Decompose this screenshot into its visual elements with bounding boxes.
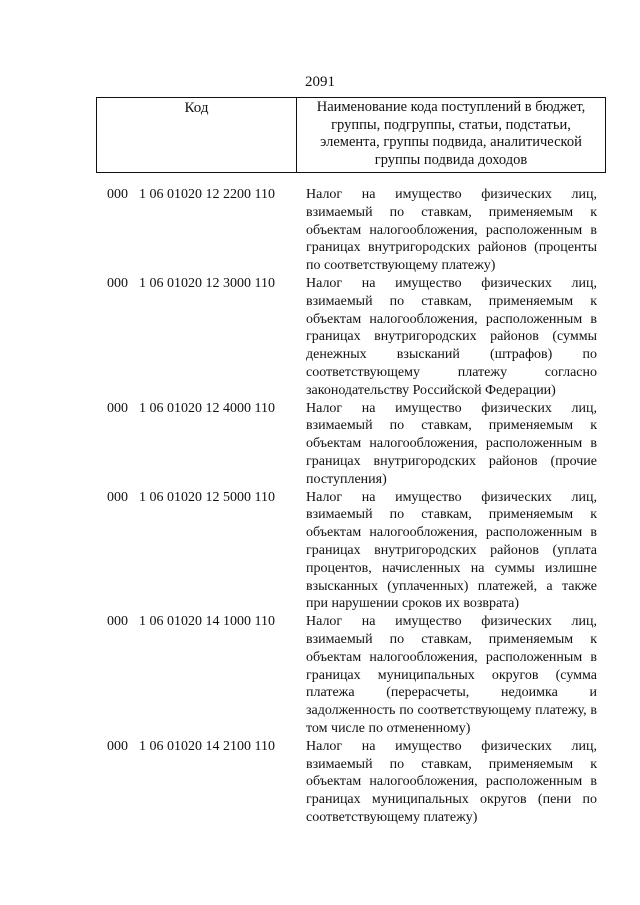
income-code: 1 06 01020 12 2200 110	[139, 187, 275, 202]
income-name: Налог на имущество физических лиц, взимаемый по ставкам, применяемым к объектам налогообложения, расположенным в границах внутригородских районов (проценты по соответствующему платежу)	[306, 187, 597, 274]
income-name: Налог на имущество физических лиц, взимаемый по ставкам, применяемым к объектам налогообложения, расположенным в границах муниципальных округов (пени по соответствующему платежу)	[306, 738, 597, 825]
page-number: 2091	[305, 74, 335, 90]
income-name: Налог на имущество физических лиц, взимаемый по ставкам, применяемым к объектам налогообложения, расположенным в границах внутригородских районов (прочие поступления)	[306, 400, 597, 487]
income-code: 1 06 01020 14 1000 110	[139, 614, 275, 630]
header-code-column: Код	[97, 98, 297, 172]
admin-code: 000	[107, 489, 128, 505]
table-row	[96, 738, 616, 827]
income-code: 1 06 01020 12 4000 110	[139, 400, 275, 416]
admin-code: 000	[107, 738, 128, 754]
income-name: Налог на имущество физических лиц, взимаемый по ставкам, применяемым к объектам налогообложения, расположенным в границах муниципальных округов (сумма платежа (перерасчеты, недоимка и задолженность по соответствующему платежу, в том числе по отмененному)	[306, 614, 597, 736]
table-row	[96, 275, 616, 400]
table-row	[96, 400, 616, 489]
table-row	[96, 186, 616, 275]
income-code: 1 06 01020 12 5000 110	[139, 489, 275, 505]
income-code-list	[96, 186, 616, 827]
admin-code: 000	[107, 614, 128, 630]
income-code: 1 06 01020 14 2100 110	[139, 738, 275, 754]
table-row	[96, 613, 616, 738]
income-code: 1 06 01020 12 3000 110	[139, 275, 275, 291]
income-name: Налог на имущество физических лиц, взимаемый по ставкам, применяемым к объектам налогообложения, расположенным в границах внутригородских районов (суммы денежных взысканий (штрафов) по соответствующему платежу согласно законодательству Российской Федерации)	[306, 275, 597, 398]
income-name: Налог на имущество физических лиц, взимаемый по ставкам, применяемым к объектам налогообложения, расположенным в границах внутригородских районов (уплата процентов, начисленных на суммы излишне взысканных (уплаченных) платежей, а также при нарушении сроков их возврата)	[306, 489, 597, 612]
table-header	[96, 97, 606, 173]
header-name-column: Наименование кода поступлений в бюджет, группы, подгруппы, статьи, подстатьи, элемента, группы подвида, аналитической группы подвида доходов	[316, 99, 586, 168]
table-row	[96, 489, 616, 614]
admin-code: 000	[107, 187, 128, 202]
admin-code: 000	[107, 275, 128, 291]
admin-code: 000	[107, 400, 128, 416]
